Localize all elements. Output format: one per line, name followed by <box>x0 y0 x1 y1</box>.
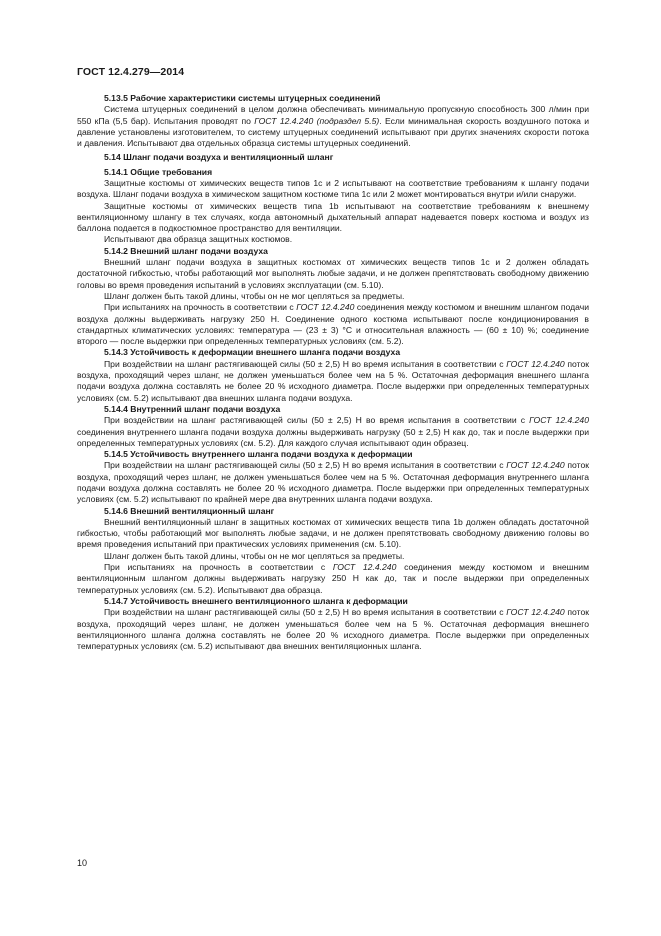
paragraph: Шланг должен быть такой длины, чтобы он не мог цепляться за предметы. <box>104 550 405 561</box>
paragraph: При испытаниях на прочность в соответствии с ГОСТ 12.4.240 соединения между костюмом и внешним вентиляционным шлангом должны выдерживать нагрузку 250 Н как до, так и после выдержки при определенных температурных условиях (см. 5.2). Испытывают два образца. <box>77 562 589 595</box>
document-header: ГОСТ 12.4.279—2014 <box>77 66 185 78</box>
paragraph: Защитные костюмы от химических веществ типа 1b испытывают на соответствие требованиям к внешнему вентиляционному шлангу в тех случаях, когда автономный дыхательный аппарат надевается поверх костюма и воздух из баллона подается в подкостюмное пространство для вентиляции. <box>77 200 589 234</box>
page-number: 10 <box>77 858 88 868</box>
standard-reference: ГОСТ 12.4.240 <box>332 562 397 573</box>
section-title-5-14-6: 5.14.6 Внешний вентиляционный шланг <box>104 505 275 516</box>
paragraph: При испытаниях на прочность в соответствии с ГОСТ 12.4.240 соединения между костюмом и внешним шлангом подачи воздуха должны выдерживать нагрузку 250 Н. Соединение одного костюма испытывают после кондиционирования в стандартных климатических условиях: температура — (23 ± 3) °С и относительная влажность — (60 ± 10) %; соединение второго — после выдержки при определенных температурных условиях (см. 5.2). <box>77 302 589 347</box>
document-body <box>77 93 589 652</box>
paragraph: При воздействии на шланг растягивающей силы (50 ± 2,5) Н во время испытания в соответствии с ГОСТ 12.4.240 соединения внутреннего шланга подачи воздуха должны выдерживать нагрузку (50 ± 2,5) Н как до, так и после выдержки при определенных температурных условиях (см. 5.2). Для каждого случая испытывают один образец. <box>77 415 589 448</box>
standard-reference: ГОСТ 12.4.240 <box>529 415 589 426</box>
section-title-5-14-1: 5.14.1 Общие требования <box>104 166 213 177</box>
standard-reference: ГОСТ 12.4.240 (подраздел 5.5) <box>254 115 380 126</box>
standard-reference: ГОСТ 12.4.240 <box>506 358 565 369</box>
paragraph: Защитные костюмы от химических веществ типов 1с и 2 испытывают на соответствие требованиям к шлангу подачи воздуха. Шланг подачи воздуха в химическом защитном костюме типа 1с или 2 может монтироваться внутри и/или снаружи. <box>77 177 589 200</box>
paragraph: Испытывают два образца защитных костюмов. <box>104 234 293 245</box>
section-title-5-13-5: 5.13.5 Рабочие характеристики системы штуцерных соединений <box>104 93 381 103</box>
standard-reference: ГОСТ 12.4.240 <box>506 607 565 618</box>
section-title-5-14-2: 5.14.2 Внешний шланг подачи воздуха <box>104 245 268 256</box>
standard-reference: ГОСТ 12.4.240 <box>506 460 565 471</box>
section-title-5-14-5: 5.14.5 Устойчивость внутреннего шланга подачи воздуха к деформации <box>104 449 413 460</box>
paragraph: Внешний шланг подачи воздуха в защитных костюмах от химических веществ типов 1с и 2 должен обладать достаточной гибкостью, чтобы работающий мог выполнять любые задачи, и не должен препятствовать свободному движению головы во время проведения испытаний в условиях эксплуатации (см. 5.10). <box>77 257 589 290</box>
paragraph: Внешний вентиляционный шланг в защитных костюмах от химических веществ типа 1b должен обладать достаточной гибкостью, чтобы работающий мог выполнять любые задачи, и не должен препятствовать свободному движению головы во время проведения испытаний при практических условиях применения (см. 5.10). <box>77 516 589 550</box>
section-title-5-14: 5.14 Шланг подачи воздуха и вентиляционный шланг <box>104 151 334 162</box>
paragraph: Шланг должен быть такой длины, чтобы он не мог цепляться за предметы. <box>104 290 405 301</box>
section-title-5-14-4: 5.14.4 Внутренний шланг подачи воздуха <box>104 403 281 414</box>
paragraph: При воздействии на шланг растягивающей силы (50 ± 2,5) Н во время испытания в соответствии с ГОСТ 12.4.240 поток воздуха, проходящий через шланг, не должен уменьшаться более чем на 5 %. Остаточная деформация внешнего шланга подачи воздуха должна составлять не более 20 % исходного диаметра. После выдержки при определенных температурных условиях (см. 5.2) испытывают два внешних шланга подачи воздуха. <box>77 358 589 403</box>
paragraph: Система штуцерных соединений в целом должна обеспечивать минимальную пропускную способность 300 л/мин при 550 кПа (5,5 бар). Испытания проводят по ГОСТ 12.4.240 (подраздел 5.5). Если минимальная скорость воздушного потока и давление установлены изготовителем, то систему штуцерных соединений испытывают при других значениях скорости потока и давления. Испытывают два отдельных образца системы штуцерных соединений. <box>77 104 590 149</box>
section-title-5-14-3: 5.14.3 Устойчивость к деформации внешнего шланга подачи воздуха <box>104 347 401 358</box>
paragraph: При воздействии на шланг растягивающей силы (50 ± 2,5) Н во время испытания в соответствии с ГОСТ 12.4.240 поток воздуха, проходящий через шланг, не должен уменьшаться более чем на 5 %. Остаточная деформация внешнего вентиляционного шланга должна составлять не более 20 % исходного диаметра. После выдержки при определенных температурных условиях (см. 5.2) испытывают два внешних вентиляционных шланга. <box>77 607 589 652</box>
paragraph: При воздействии на шланг растягивающей силы (50 ± 2,5) Н во время испытания в соответствии с ГОСТ 12.4.240 поток воздуха, проходящий через шланг, не должен уменьшаться более чем на 5 %. Остаточная деформация внутреннего шланга подачи воздуха должна составлять не более 20 % исходного диаметра. После выдержки при определенных температурных условиях (см. 5.2) испытывают по крайней мере два внутренних шланга подачи воздуха. <box>77 460 589 505</box>
section-title-5-14-7: 5.14.7 Устойчивость внешнего вентиляционного шланга к деформации <box>104 595 408 606</box>
standard-reference: ГОСТ 12.4.240 <box>296 302 355 313</box>
